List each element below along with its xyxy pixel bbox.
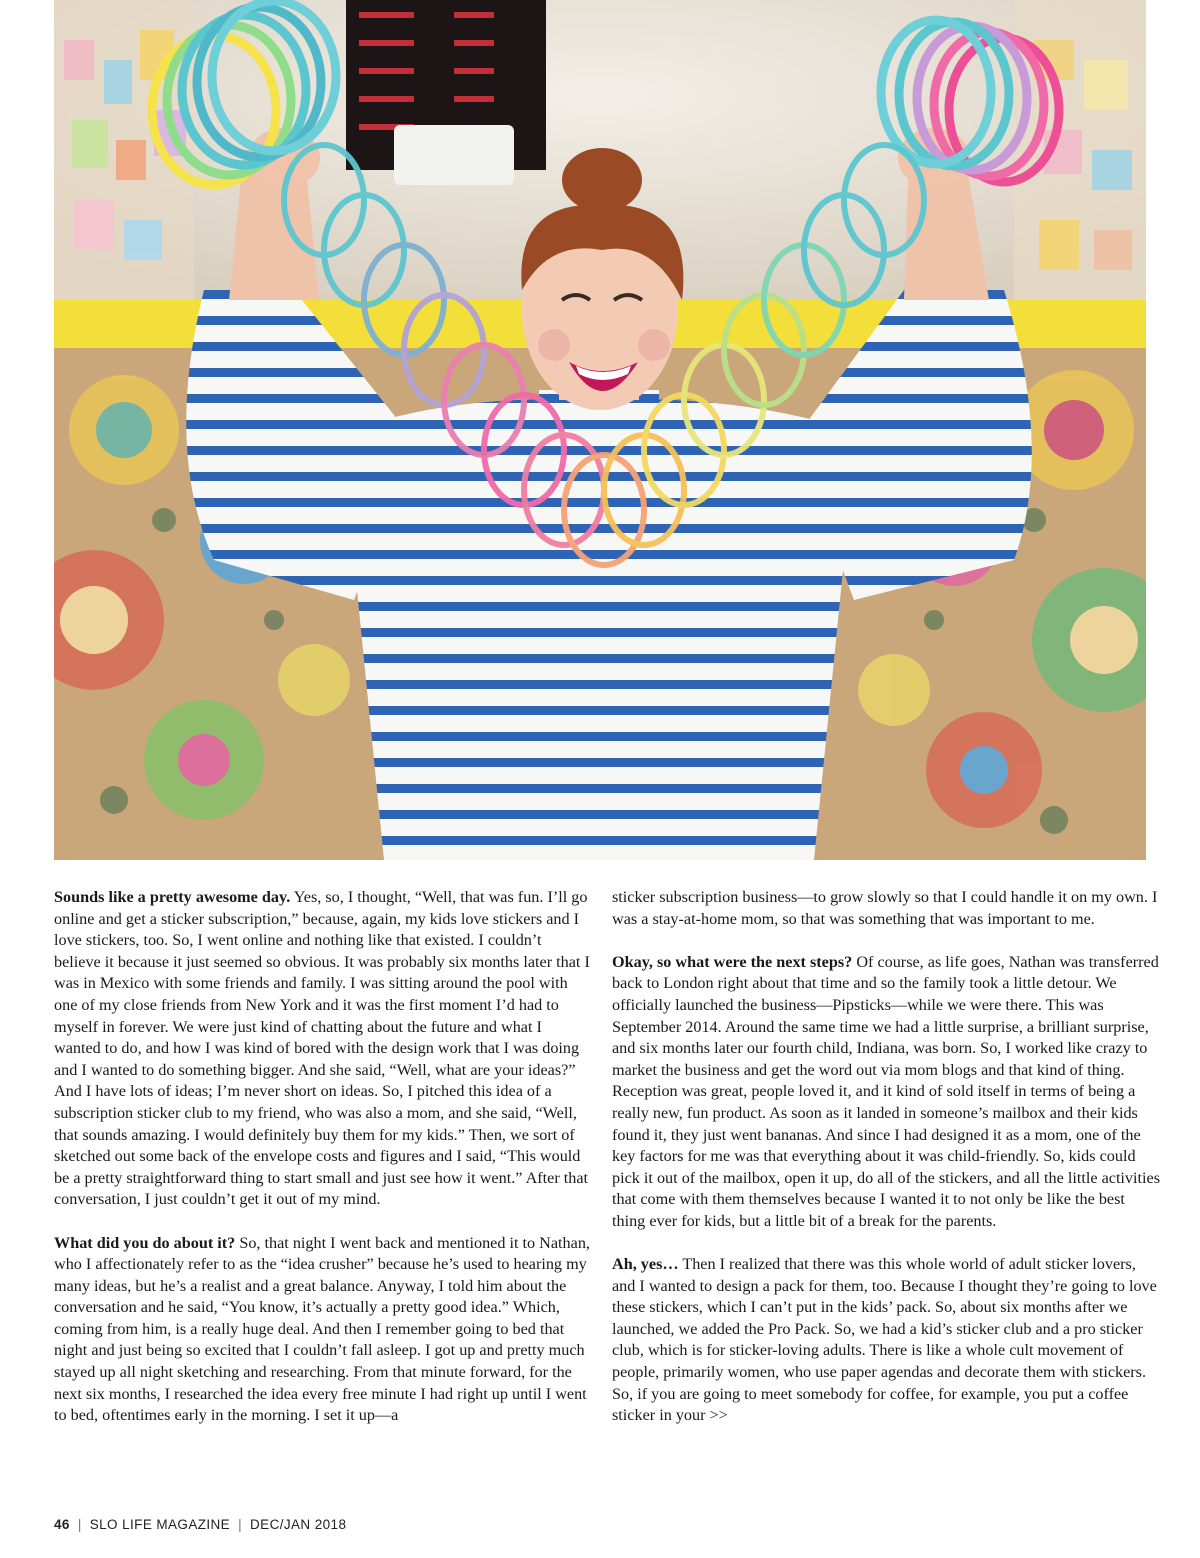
- paragraph-text: Of course, as life goes, Nathan was transferred back to London right about that time and so the family took a little detour. We officially launched the business—Pipsticks—while we were there. This was September 2014. Around the same time we had a little surprise, a brilliant surprise, and six months later our fourth child, Indiana, was born. So, I worked like crazy to market the business and get the word out via mom blogs and that kind of thing. Reception was great, people loved it, and it kind of sold itself in terms of being a really new, fun product. As soon as it landed in someone’s mailbox and their kids found it, they just went bananas. And since I had designed it as a mom, one of the key factors for me was that everything about it was child-friendly. So, kids could pick it out of the mailbox, open it up, do all of the stickers, and all the little activities that come with them themselves because I wanted it to not only be like the best thing ever for kids, but a little bit of a break for the parents.: [612, 952, 1161, 1230]
- question-heading: Ah, yes…: [612, 1255, 679, 1274]
- issue-date: DEC/JAN 2018: [250, 1517, 347, 1532]
- article-paragraph: [54, 887, 592, 1211]
- article-paragraph: [612, 1254, 1162, 1427]
- footer-divider: |: [77, 1517, 82, 1532]
- paragraph-text: So, that night I went back and mentioned it to Nathan, who I affectionately refer to as the “idea crusher” because he’s used to hearing my many ideas, but he’s a realist and a great balance. Anyway, I told him about the conversation and he said, “You know, it’s actually a pretty good idea.” Which, coming from him, is a really huge deal. And then I remember going to bed that night and just being so excited that I couldn’t fall asleep. I got up and pretty much stayed up all night sketching and researching. From that minute forward, for the next six months, I researched the idea every free minute I had right up until I went to bed, oftentimes early in the morning. I set it up—a: [54, 1233, 590, 1425]
- page-footer: [54, 1517, 346, 1532]
- article-right-column: [612, 887, 1162, 1427]
- paragraph-text: Then I realized that there was this whole world of adult sticker lovers, and I wanted to design a pack for them, too. Because I thought they’re going to love these stickers, which I can’t put in the kids’ pack. So, about six months after we launched, we added the Pro Pack. So, we had a kid’s sticker club and a pro sticker club, which is for sticker-loving adults. There is like a whole cult movement of people, primarily women, who use paper agendas and decorate them with stickers. So, if you are going to meet somebody for coffee, for example, you put a coffee sticker in your >>: [612, 1255, 1157, 1425]
- hair-bun: [562, 148, 642, 212]
- paragraph-text: Yes, so, I thought, “Well, that was fun. I’ll go online and get a sticker subscription,” because, again, my kids love stickers and I love stickers, too. So, I went online and nothing like that existed. I couldn’t believe it because it just seemed so obvious. It was probably six months later that I was in Mexico with some friends and family. I was sitting around the pool with one of my close friends from New York and it was the first moment I’d had to myself in forever. We were just kind of chatting about the future and what I wanted to do, and how I was kind of bored with the design work that I was doing and I wanted to do something bigger. And she said, “Well, what are your ideas?” And I have lots of ideas; I’m never short on ideas. So, I pitched this idea of a subscription sticker club to my friend, who was also a mom, and she said, “Well, that sounds amazing. I would definitely buy them for my kids.” Then, we sort of sketched out some back of the envelope costs and figures and I said, “This would be a pretty straightforward thing to start small and just see how it went.” After that conversation, I just couldn’t get it out of my mind.: [54, 888, 590, 1209]
- paragraph-text: sticker subscription business—to grow slowly so that I could handle it on my own. I was a stay-at-home mom, so that was something that was important to me.: [612, 888, 1158, 928]
- article-paragraph: [612, 887, 1162, 930]
- footer-divider: |: [238, 1517, 243, 1532]
- question-heading: Sounds like a pretty awesome day.: [54, 888, 291, 906]
- article-paragraph: [54, 1233, 592, 1427]
- article-left-column: [54, 887, 592, 1427]
- magazine-name: SLO LIFE MAGAZINE: [89, 1517, 231, 1532]
- question-heading: Okay, so what were the next steps?: [612, 952, 853, 971]
- question-heading: What did you do about it?: [54, 1233, 236, 1252]
- page-number: 46: [54, 1517, 70, 1532]
- article-paragraph: [612, 952, 1162, 1233]
- hero-photo: [54, 0, 1146, 860]
